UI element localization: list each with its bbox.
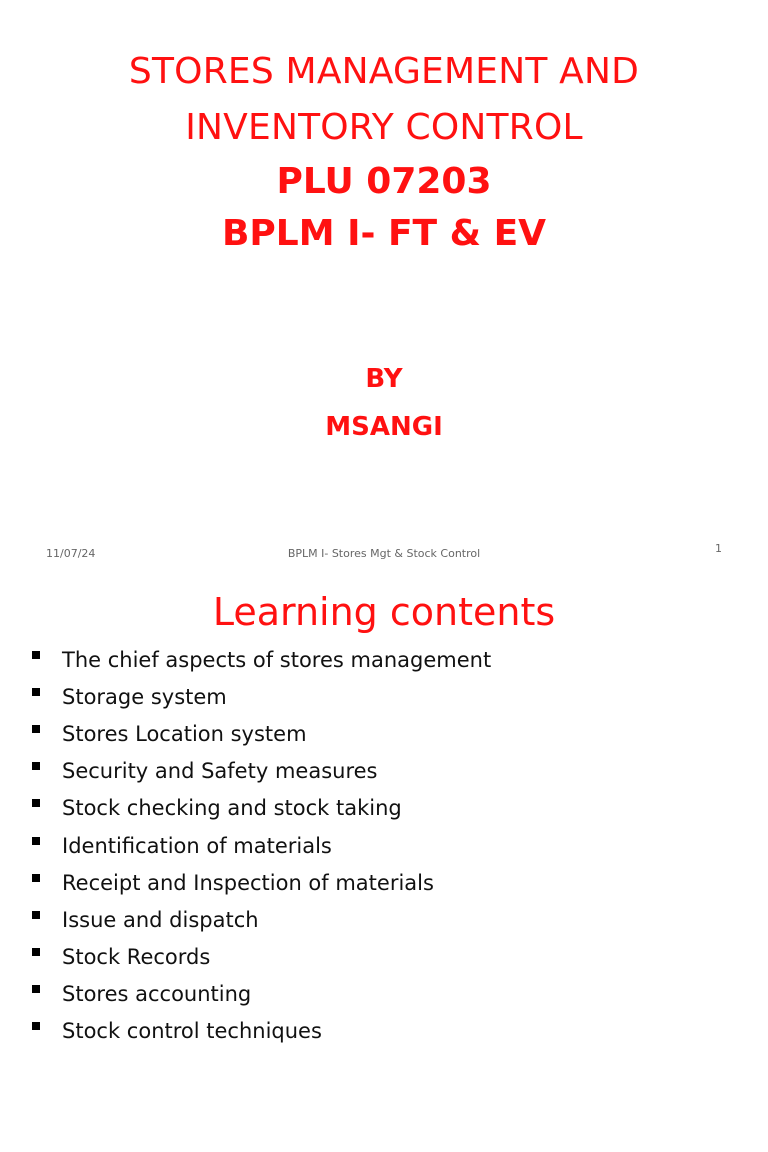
list-item-text: Stock control techniques [62,1019,322,1044]
course-code: PLU 07203 [276,161,492,202]
list-item [32,939,491,976]
bullet-square-icon [32,1022,40,1030]
list-item-text: Storage system [62,684,227,709]
author-block [0,355,768,451]
footer-center-text: BPLM I- Stores Mgt & Stock Control [287,547,481,560]
list-item [32,901,491,938]
bullet-square-icon [32,799,40,807]
bullet-square-icon [32,762,40,770]
list-item-text: Receipt and Inspection of materials [62,870,434,895]
title-line-1: STORES MANAGEMENT AND [128,51,640,92]
author-name: MSANGI [325,412,443,442]
program-name: BPLM I- FT & EV [221,213,547,254]
learning-contents-list [32,641,491,1050]
bullet-square-icon [32,948,40,956]
list-item-text: Stores Location system [62,721,307,746]
bullet-square-icon [32,725,40,733]
list-item-text: Identification of materials [62,833,332,858]
by-label: BY [365,364,403,394]
list-item [32,753,491,790]
section-title: Learning contents [212,590,556,634]
bullet-square-icon [32,688,40,696]
bullet-square-icon [32,874,40,882]
list-item [32,715,491,752]
list-item-text: Stock Records [62,945,211,970]
list-item-text: Security and Safety measures [62,759,378,784]
list-item-text: The chief aspects of stores management [62,647,492,672]
bullet-square-icon [32,837,40,845]
list-item-text: Issue and dispatch [62,907,259,932]
bullet-square-icon [32,651,40,659]
footer-page-number: 1 [715,542,722,555]
list-item [32,678,491,715]
list-item [32,864,491,901]
bullet-square-icon [32,911,40,919]
list-item [32,976,491,1013]
list-item [32,827,491,864]
course-info [0,156,768,260]
footer-date: 11/07/24 [46,547,96,560]
slide-2 [0,576,768,1152]
list-item [32,1013,491,1050]
list-item-text: Stores accounting [62,982,252,1007]
list-item [32,790,491,827]
list-item [32,641,491,678]
list-item-text: Stock checking and stock taking [62,796,402,821]
bullet-square-icon [32,985,40,993]
title-line-2: INVENTORY CONTROL [185,107,583,148]
slide-title [0,44,768,156]
